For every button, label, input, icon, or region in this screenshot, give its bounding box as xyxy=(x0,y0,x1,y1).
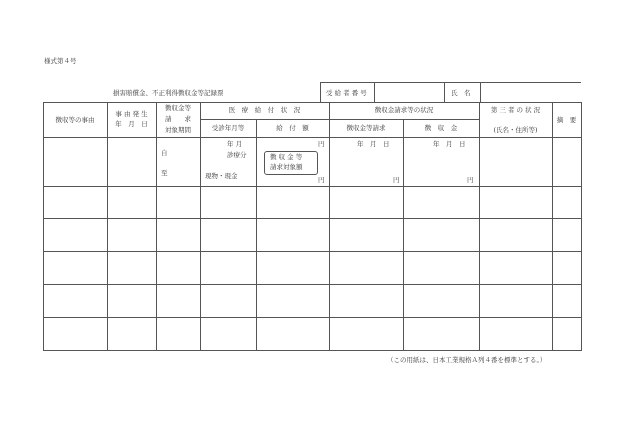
collection-yen-unit: 円 xyxy=(467,176,474,184)
header-treatment-month: 受診年月等 xyxy=(211,124,245,132)
collection-date: 年 月 日 xyxy=(433,140,466,148)
name-label: 氏 名 xyxy=(451,89,471,97)
header-period-line1: 徴収金等 xyxy=(165,104,191,112)
benefit-yen-unit: 円 xyxy=(318,140,325,148)
claim-date: 年 月 日 xyxy=(357,140,390,148)
form-number-label: 様式第４号 xyxy=(44,57,77,65)
header-occurrence-line1: 事 由 発 生 xyxy=(115,110,148,118)
form-title: 損害賠償金、不正利得徴収金等記録票 xyxy=(113,89,224,97)
collection-target-line1: 徴 収 金 等 xyxy=(270,153,303,161)
treatment-year-month: 年 月 xyxy=(227,140,243,148)
collection-target-yen-unit: 円 xyxy=(318,176,325,184)
header-collection: 徴 収 金 xyxy=(424,124,458,132)
period-from-label: 自 xyxy=(161,149,168,157)
header-medical-status: 医 療 給 付 状 況 xyxy=(228,106,301,114)
recipient-number-label: 受 給 者 番 号 xyxy=(326,89,367,97)
treatment-type: 診療分 xyxy=(227,151,247,159)
header-reason: 徴収等の事由 xyxy=(55,116,95,124)
header-period-line2: 請 求 xyxy=(165,115,191,123)
header-claim-status: 徴収金請求等の状況 xyxy=(374,106,434,114)
header-period-line3: 対象期間 xyxy=(165,126,191,134)
period-to-label: 至 xyxy=(161,169,168,177)
header-benefit-amount: 給 付 額 xyxy=(276,124,309,132)
header-occurrence-line2: 年 月 日 xyxy=(115,120,148,128)
header-claim: 徴収金等請求 xyxy=(346,124,386,132)
header-third-party-line2: (氏名・住所等) xyxy=(493,126,538,134)
collection-target-line2: 請求対象額 xyxy=(270,163,303,171)
header-remarks: 摘 要 xyxy=(556,116,577,124)
header-third-party-line1: 第 三 者 の 状 況 xyxy=(490,106,541,114)
footer-note: （この用紙は、日本工業規格Ａ列４番を標準とする。） xyxy=(387,356,547,364)
kind-cash-label: 現物・現金 xyxy=(205,172,238,180)
claim-yen-unit: 円 xyxy=(393,176,400,184)
